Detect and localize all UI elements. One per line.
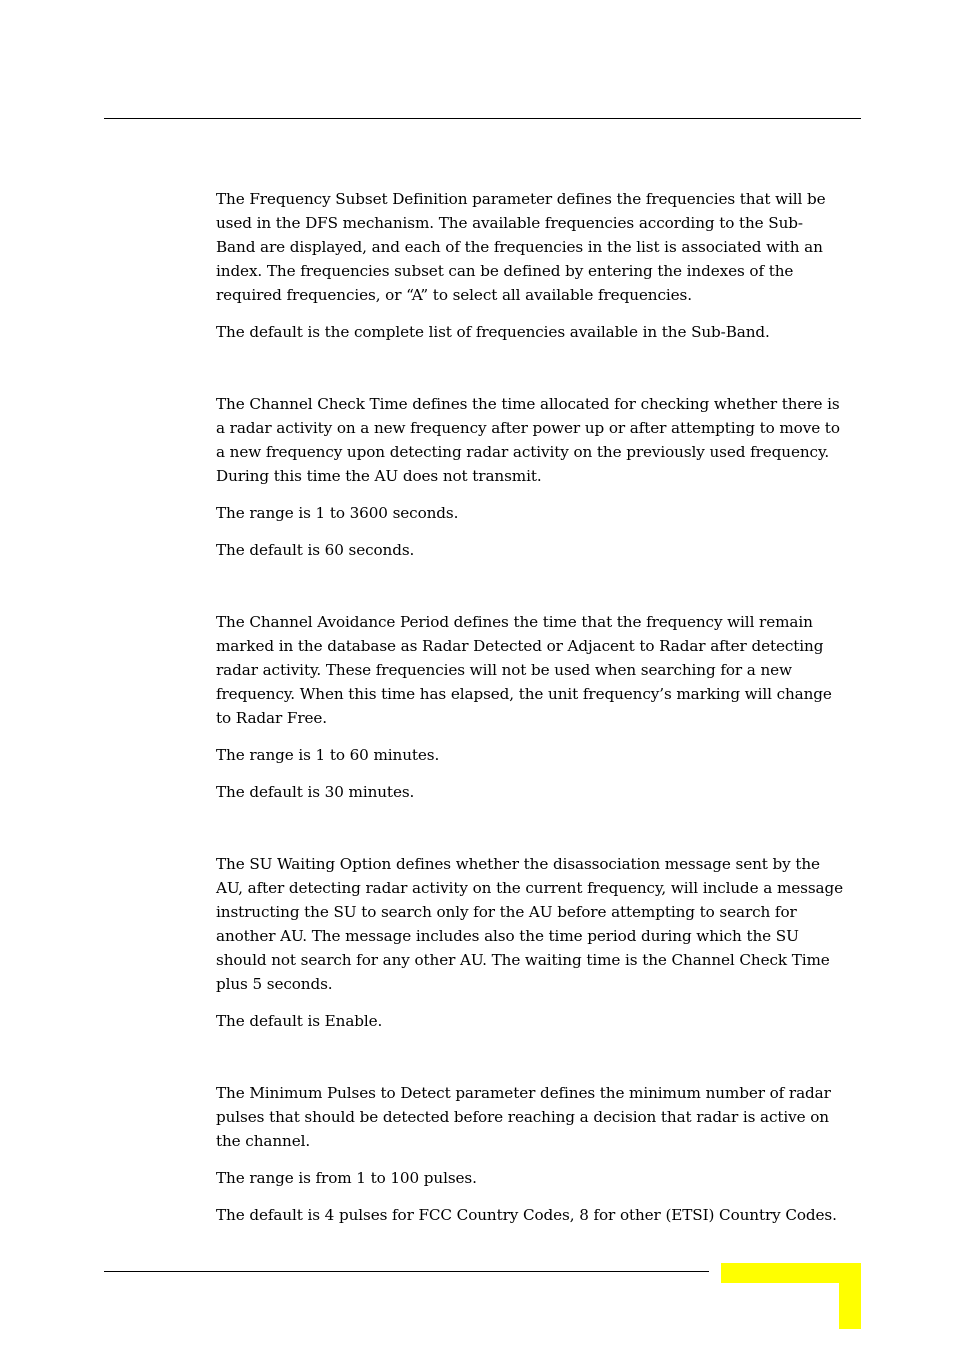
parameter-description: [216, 852, 861, 996]
text-line: required frequencies, or “A” to select all available frequencies.: [216, 286, 692, 304]
parameter-section: [216, 1046, 861, 1227]
text-line: a radar activity on a new frequency after power up or after attempting to move to: [216, 419, 840, 437]
page-tab-marker: [721, 1263, 861, 1329]
header-rule: [104, 118, 861, 119]
text-line: Band are displayed, and each of the frequencies in the list is associated with an: [216, 238, 823, 256]
text-line: another AU. The message includes also the time period during which the SU: [216, 927, 799, 945]
parameter-note: [216, 780, 861, 804]
text-line: The default is Enable.: [216, 1012, 383, 1030]
text-line: The range is 1 to 3600 seconds.: [216, 504, 459, 522]
parameter-section: [216, 817, 861, 1033]
parameter-section: [216, 187, 861, 344]
text-line: frequency. When this time has elapsed, the unit frequency’s marking will change: [216, 685, 832, 703]
text-line: pulses that should be detected before reaching a decision that radar is active on: [216, 1108, 829, 1126]
text-line: plus 5 seconds.: [216, 975, 333, 993]
parameter-note: [216, 1203, 861, 1227]
text-line: should not search for any other AU. The waiting time is the Channel Check Time: [216, 951, 830, 969]
text-line: The Frequency Subset Definition parameter defines the frequencies that will be: [216, 190, 826, 208]
parameter-note: [216, 743, 861, 767]
text-line: The Channel Avoidance Period defines the time that the frequency will remain: [216, 613, 813, 631]
text-line: AU, after detecting radar activity on the current frequency, will include a message: [216, 879, 843, 897]
text-line: The Channel Check Time defines the time allocated for checking whether there is: [216, 395, 840, 413]
footer-rule: [104, 1271, 709, 1272]
parameter-section: [216, 575, 861, 804]
page-tab-post: [839, 1263, 861, 1329]
text-line: The default is 60 seconds.: [216, 541, 415, 559]
text-line: The default is the complete list of frequencies available in the Sub-Band.: [216, 323, 770, 341]
text-line: The range is 1 to 60 minutes.: [216, 746, 440, 764]
text-line: The default is 30 minutes.: [216, 783, 415, 801]
parameter-note: [216, 538, 861, 562]
text-line: marked in the database as Radar Detected or Adjacent to Radar after detecting: [216, 637, 824, 655]
text-line: to Radar Free.: [216, 709, 327, 727]
parameter-description: [216, 1081, 861, 1153]
text-line: The range is from 1 to 100 pulses.: [216, 1169, 477, 1187]
text-line: The SU Waiting Option defines whether the disassociation message sent by the: [216, 855, 820, 873]
parameter-note: [216, 501, 861, 525]
text-line: used in the DFS mechanism. The available frequencies according to the Sub-: [216, 214, 803, 232]
text-line: During this time the AU does not transmit.: [216, 467, 542, 485]
parameter-description: [216, 610, 861, 730]
document-body: [216, 187, 861, 1240]
text-line: radar activity. These frequencies will not be used when searching for a new: [216, 661, 792, 679]
text-line: instructing the SU to search only for the AU before attempting to search for: [216, 903, 797, 921]
parameter-description: [216, 187, 861, 307]
parameter-note: [216, 1009, 861, 1033]
text-line: The default is 4 pulses for FCC Country Codes, 8 for other (ETSI) Country Codes.: [216, 1206, 837, 1224]
text-line: The Minimum Pulses to Detect parameter defines the minimum number of radar: [216, 1084, 831, 1102]
parameter-section: [216, 357, 861, 562]
text-line: a new frequency upon detecting radar activity on the previously used frequency.: [216, 443, 830, 461]
parameter-note: [216, 320, 861, 344]
parameter-description: [216, 392, 861, 488]
text-line: index. The frequencies subset can be defined by entering the indexes of the: [216, 262, 794, 280]
text-line: the channel.: [216, 1132, 311, 1150]
parameter-note: [216, 1166, 861, 1190]
